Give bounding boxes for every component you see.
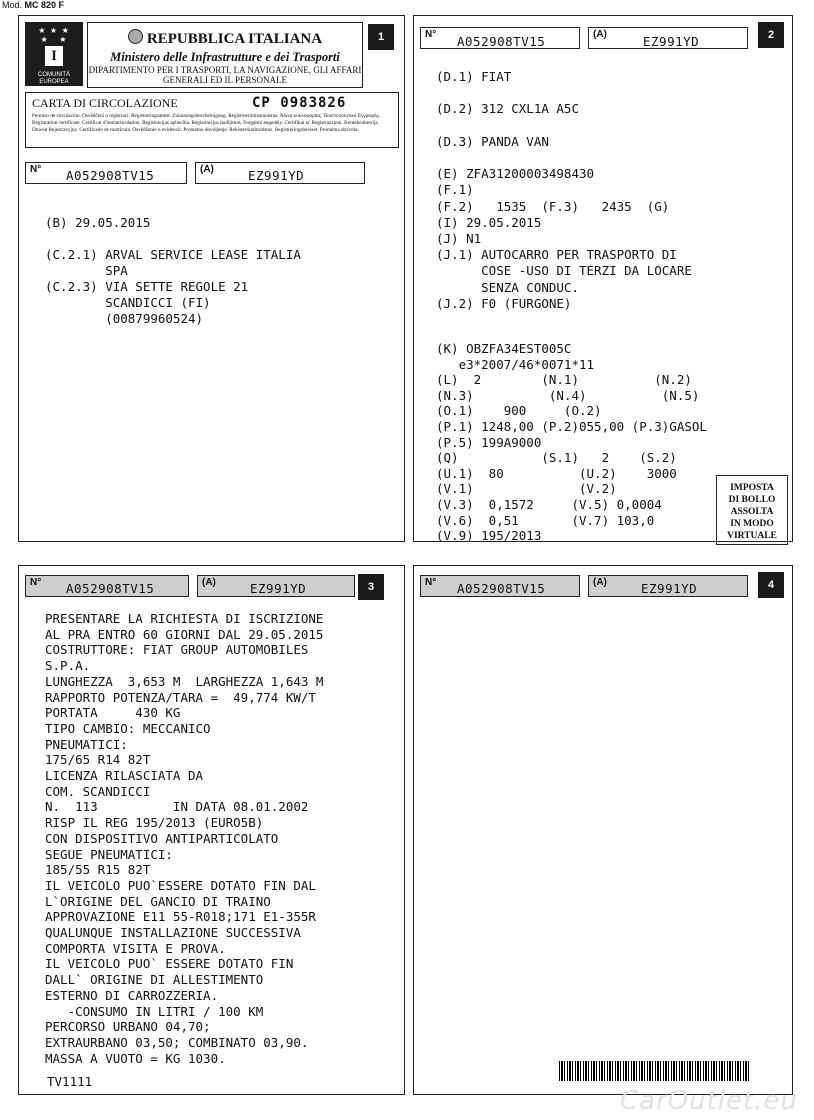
watermark-text: CarOutlet.eu <box>619 1086 798 1116</box>
text-line: EXTRAURBANO 03,50; COMBINATO 03,90. <box>45 1034 309 1050</box>
republic-title: REPUBBLICA ITALIANA <box>146 31 323 47</box>
owner-line: SCANDICCI (FI) <box>45 295 211 310</box>
text-line: (N.3) (N.4) (N.5) <box>436 387 700 403</box>
republic-emblem-icon <box>128 29 143 44</box>
text-line: (J.1) AUTOCARRO PER TRASPORTO DI <box>436 247 677 263</box>
plate-label: (A) <box>593 29 607 40</box>
id-number-box <box>25 162 187 184</box>
text-line: 175/65 R14 82T <box>45 752 151 768</box>
id-number-value: A052908TV15 <box>457 34 546 49</box>
text-line: (J.2) F0 (FURGONE) <box>436 295 572 311</box>
text-line: APPROVAZIONE E11 55-R018;171 E1-355R <box>45 909 316 925</box>
text-line: PERCORSO URBANO 04,70; <box>45 1019 211 1035</box>
text-line: (V.1) (V.2) <box>436 481 617 497</box>
id-number-label: N° <box>30 577 42 588</box>
ministry-name: Ministero delle Infrastrutture e dei Trasporti <box>110 50 340 64</box>
eu-stars-icon: ★ ★ ★ ★ ★ <box>38 26 70 44</box>
text-line: LICENZA RILASCIATA DA <box>45 768 204 783</box>
stamp-line: IMPOSTA <box>730 483 774 493</box>
id-number-box <box>25 575 189 597</box>
plate-label: (A) <box>202 577 216 588</box>
eu-caption: COMUNITÀ EUROPEA <box>38 72 70 85</box>
text-line: L`ORIGINE DEL GANCIO DI TRAINO <box>45 893 271 909</box>
text-line: PORTATA 430 KG <box>45 705 181 721</box>
text-line: (P.1) 1248,00 (P.2)055,00 (P.3)GASOL <box>436 419 707 434</box>
text-line: (J) N1 <box>436 231 482 246</box>
panel-2 <box>413 15 793 542</box>
plate-box <box>197 575 355 597</box>
form-code-prefix: Mod. <box>2 0 23 10</box>
owner-line: (C.2.1) ARVAL SERVICE LEASE ITALIA <box>45 247 301 262</box>
text-line: e3*2007/46*0071*11 <box>436 356 595 372</box>
plate-value: EZ991YD <box>641 581 698 596</box>
text-line: QUALUNQUE INSTALLAZIONE SUCCESSIVA <box>45 925 301 940</box>
barcode-image <box>559 1061 749 1081</box>
text-line: (I) 29.05.2015 <box>436 214 542 230</box>
id-number-value: A052908TV15 <box>66 581 155 596</box>
id-number-value: A052908TV15 <box>457 581 546 596</box>
plate-label: (A) <box>200 164 214 175</box>
text-line: CON DISPOSITIVO ANTIPARTICOLATO <box>45 830 279 846</box>
id-number-label: N° <box>425 29 437 40</box>
owner-line: (00879960524) <box>45 311 204 326</box>
id-number-box <box>420 575 580 597</box>
text-line: -CONSUMO IN LITRI / 100 KM <box>45 1003 264 1019</box>
text-line: (V.3) 0,1572 (V.5) 0,0004 <box>436 497 662 512</box>
text-line: PNEUMATICI: <box>45 736 128 752</box>
panel-3 <box>18 565 405 1095</box>
panel-number: 3 <box>358 574 384 600</box>
plate-box <box>588 575 748 597</box>
owner-line: SPA <box>45 263 128 278</box>
stamp-line: IN MODO <box>730 519 774 529</box>
text-line: (U.1) 80 (U.2) 3000 <box>436 465 677 481</box>
text-line: SEGUE PNEUMATICI: <box>45 846 173 862</box>
id-number-value: A052908TV15 <box>66 168 155 183</box>
text-line: 185/55 R15 82T <box>45 862 151 878</box>
text-line: (O.1) 900 (O.2) <box>436 403 602 419</box>
panel-number: 4 <box>758 572 784 598</box>
text-line: IL VEICOLO PUO` ESSERE DOTATO FIN <box>45 956 294 972</box>
panel-1 <box>18 15 405 542</box>
document-title: CARTA DI CIRCOLAZIONE <box>32 96 178 110</box>
owner-date-line: (B) 29.05.2015 <box>45 215 151 230</box>
document-number: CP 0983826 <box>252 95 347 111</box>
plate-box <box>588 27 748 49</box>
id-number-label: N° <box>425 577 437 588</box>
text-line: COSE -USO DI TERZI DA LOCARE <box>436 263 692 279</box>
panel-number: 2 <box>758 22 784 48</box>
stamp-duty-box <box>716 475 788 545</box>
form-code-value: MC 820 F <box>24 0 65 10</box>
text-line: (V.9) 195/2013 <box>436 528 542 544</box>
footer-code: TV1111 <box>47 1074 93 1089</box>
eu-flag-logo <box>25 22 83 86</box>
text-line: LUNGHEZZA 3,653 M LARGHEZZA 1,643 M <box>45 673 324 689</box>
text-line: ESTERNO DI CARROZZERIA. <box>45 987 219 1003</box>
id-bar <box>420 27 750 49</box>
department-name: DIPARTIMENTO PER I TRASPORTI, LA NAVIGAZIONE, GLI AFFARI GENERALI ED IL PERSONALE <box>88 65 362 85</box>
text-line: AL PRA ENTRO 60 GIORNI DAL 29.05.2015 <box>45 626 324 642</box>
stamp-line: DI BOLLO <box>728 495 776 505</box>
text-line: (L) 2 (N.1) (N.2) <box>436 372 692 388</box>
text-line: COMPORTA VISITA E PROVA. <box>45 940 226 956</box>
plate-box <box>195 162 365 184</box>
text-line: (F.2) 1535 (F.3) 2435 (G) <box>436 198 670 214</box>
text-line: (Q) (S.1) 2 (S.2) <box>436 450 677 466</box>
id-number-box <box>420 27 580 49</box>
panel-4 <box>413 565 793 1095</box>
id-number-label: N° <box>30 164 42 175</box>
text-line: (D.3) PANDA VAN <box>436 133 549 149</box>
text-line: (V.6) 0,51 (V.7) 103,0 <box>436 512 655 528</box>
text-line: (D.2) 312 CXL1A A5C <box>436 101 579 117</box>
text-line: IL VEICOLO PUO`ESSERE DOTATO FIN DAL <box>45 877 316 893</box>
plate-value: EZ991YD <box>248 168 305 183</box>
form-code <box>2 0 64 10</box>
ministry-header <box>87 22 363 88</box>
plate-value: EZ991YD <box>643 34 700 49</box>
id-bar <box>25 575 355 597</box>
text-line: MASSA A VUOTO = KG 1030. <box>45 1050 226 1066</box>
text-line: SENZA CONDUC. <box>436 279 579 295</box>
text-line: (E) ZFA31200003498430 <box>436 166 595 182</box>
panel-number: 1 <box>368 24 394 50</box>
document-title-box <box>25 92 399 148</box>
plate-value: EZ991YD <box>250 581 307 596</box>
text-line: DALL` ORIGINE DI ALLESTIMENTO <box>45 972 264 988</box>
text-line: COSTRUTTORE: FIAT GROUP AUTOMOBILES <box>45 642 309 658</box>
text-line: (D.1) FIAT <box>436 69 512 84</box>
text-line: RAPPORTO POTENZA/TARA = 49,774 KW/T <box>45 689 316 705</box>
stamp-line: ASSOLTA <box>730 507 774 517</box>
id-bar <box>420 575 750 597</box>
text-line: COM. SCANDICCI <box>45 783 151 799</box>
text-line: PRESENTARE LA RICHIESTA DI ISCRIZIONE <box>45 611 324 626</box>
title-translations: Permiso de circulación. Osvědčení o registraci. Registreringsattest. Zulassungsbescheinigung. Registreerimistunnistus. Άδεια κυκλοφορίας. Ποιστοποιητικό Εγγραφής. Registration certificate. Certificat d'immatriculation. Registracijas apliecība. Registracijos liudijimas. Forgalmi engedély. Certifikat ta' Registrazzjoni. Kentekenbewijs. Dowód Rejestracyjny. Certificado de matrícula. Osvědčenie o evidencii. Prometno dovoljenje. Rekisteröintitodistus. Registreringsbeviset. Prometna dozvola. <box>32 113 380 133</box>
plate-label: (A) <box>593 577 607 588</box>
owner-line: (C.2.3) VIA SETTE REGOLE 21 <box>45 279 249 294</box>
text-line: RISP IL REG 195/2013 (EURO5B) <box>45 815 264 831</box>
text-line: (K) OBZFA34EST005C <box>436 341 572 356</box>
id-bar <box>25 162 375 184</box>
text-line: TIPO CAMBIO: MECCANICO <box>45 720 211 736</box>
stamp-line: VIRTUALE <box>727 531 777 541</box>
text-line: S.P.A. <box>45 658 91 674</box>
eu-country-letter: I <box>45 46 63 66</box>
text-line: N. 113 IN DATA 08.01.2002 <box>45 799 309 815</box>
text-line: (F.1) <box>436 182 474 198</box>
text-line: (P.5) 199A9000 <box>436 434 542 450</box>
